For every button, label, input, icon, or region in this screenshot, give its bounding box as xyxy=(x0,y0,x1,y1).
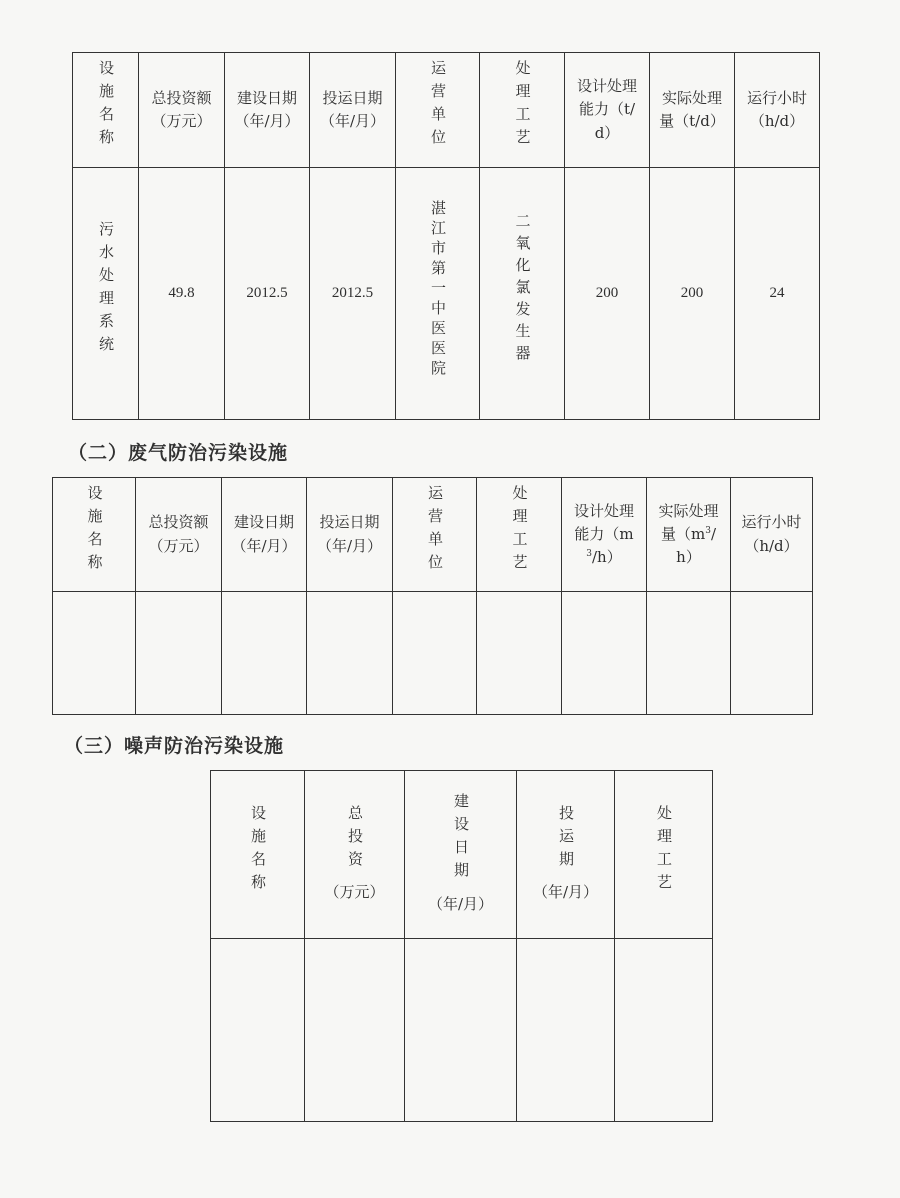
header-operator: 运营单位 xyxy=(396,53,480,168)
header-operation-date: 投运期 （年/月） xyxy=(517,771,615,939)
table-row xyxy=(53,592,813,715)
empty-cell xyxy=(211,939,305,1122)
empty-cell xyxy=(136,592,222,715)
table-row xyxy=(211,939,713,1122)
header-run-hours: 运行小时（h/d） xyxy=(735,53,820,168)
header-operator: 运营单位 xyxy=(393,478,477,592)
header-run-hours: 运行小时（h/d） xyxy=(731,478,813,592)
header-facility-name: 设施名称 xyxy=(53,478,136,592)
section-title-waste-gas: （二）废气防治污染设施 xyxy=(68,442,289,464)
header-actual-volume: 实际处理量（t/d） xyxy=(650,53,735,168)
header-total-investment: 总投资额（万元） xyxy=(136,478,222,592)
header-build-date: 建设日期 （年/月） xyxy=(405,771,517,939)
empty-cell xyxy=(307,592,393,715)
header-operation-date: 投运日期（年/月） xyxy=(307,478,393,592)
header-process: 处理工艺 xyxy=(615,771,713,939)
header-build-date: 建设日期（年/月） xyxy=(222,478,307,592)
empty-cell xyxy=(562,592,647,715)
cell-process: 二氧化氯发生器 xyxy=(480,168,565,420)
header-facility-name: 设施名称 xyxy=(73,53,139,168)
empty-cell xyxy=(53,592,136,715)
header-operation-date: 投运日期（年/月） xyxy=(310,53,396,168)
header-total-investment: 总投资 （万元） xyxy=(305,771,405,939)
header-process: 处理工艺 xyxy=(477,478,562,592)
cell-operation-date: 2012.5 xyxy=(310,168,396,420)
header-row xyxy=(73,53,820,168)
header-build-date: 建设日期（年/月） xyxy=(225,53,310,168)
header-actual-volume: 实际处理量$(m^3/h)$ xyxy=(647,478,731,592)
cell-facility-name: 污水处理系统 xyxy=(73,168,139,420)
cell-run-hours: 24 xyxy=(735,168,820,420)
table-row xyxy=(73,168,820,420)
empty-cell xyxy=(477,592,562,715)
cell-design-capacity: 200 xyxy=(565,168,650,420)
empty-cell xyxy=(393,592,477,715)
header-total-investment: 总投资额（万元） xyxy=(139,53,225,168)
empty-cell xyxy=(305,939,405,1122)
empty-cell xyxy=(517,939,615,1122)
header-row xyxy=(211,771,713,939)
section-title-noise: （三）噪声防治污染设施 xyxy=(64,735,285,757)
noise-facility-table xyxy=(210,770,713,1122)
header-row xyxy=(53,478,813,592)
empty-cell xyxy=(731,592,813,715)
cell-total-investment: 49.8 xyxy=(139,168,225,420)
empty-cell xyxy=(615,939,713,1122)
wastewater-facility-table xyxy=(72,52,820,420)
empty-cell xyxy=(405,939,517,1122)
header-design-capacity: 设计处理能力（t/d） xyxy=(565,53,650,168)
empty-cell xyxy=(647,592,731,715)
header-facility-name: 设施名称 xyxy=(211,771,305,939)
header-design-capacity: 设计处理能力$(m^3/h)$ xyxy=(562,478,647,592)
cell-operator: 湛江市第一中医医院 xyxy=(396,168,480,420)
cell-build-date: 2012.5 xyxy=(225,168,310,420)
cell-actual-volume: 200 xyxy=(650,168,735,420)
empty-cell xyxy=(222,592,307,715)
waste-gas-facility-table xyxy=(52,477,813,715)
header-process: 处理工艺 xyxy=(480,53,565,168)
